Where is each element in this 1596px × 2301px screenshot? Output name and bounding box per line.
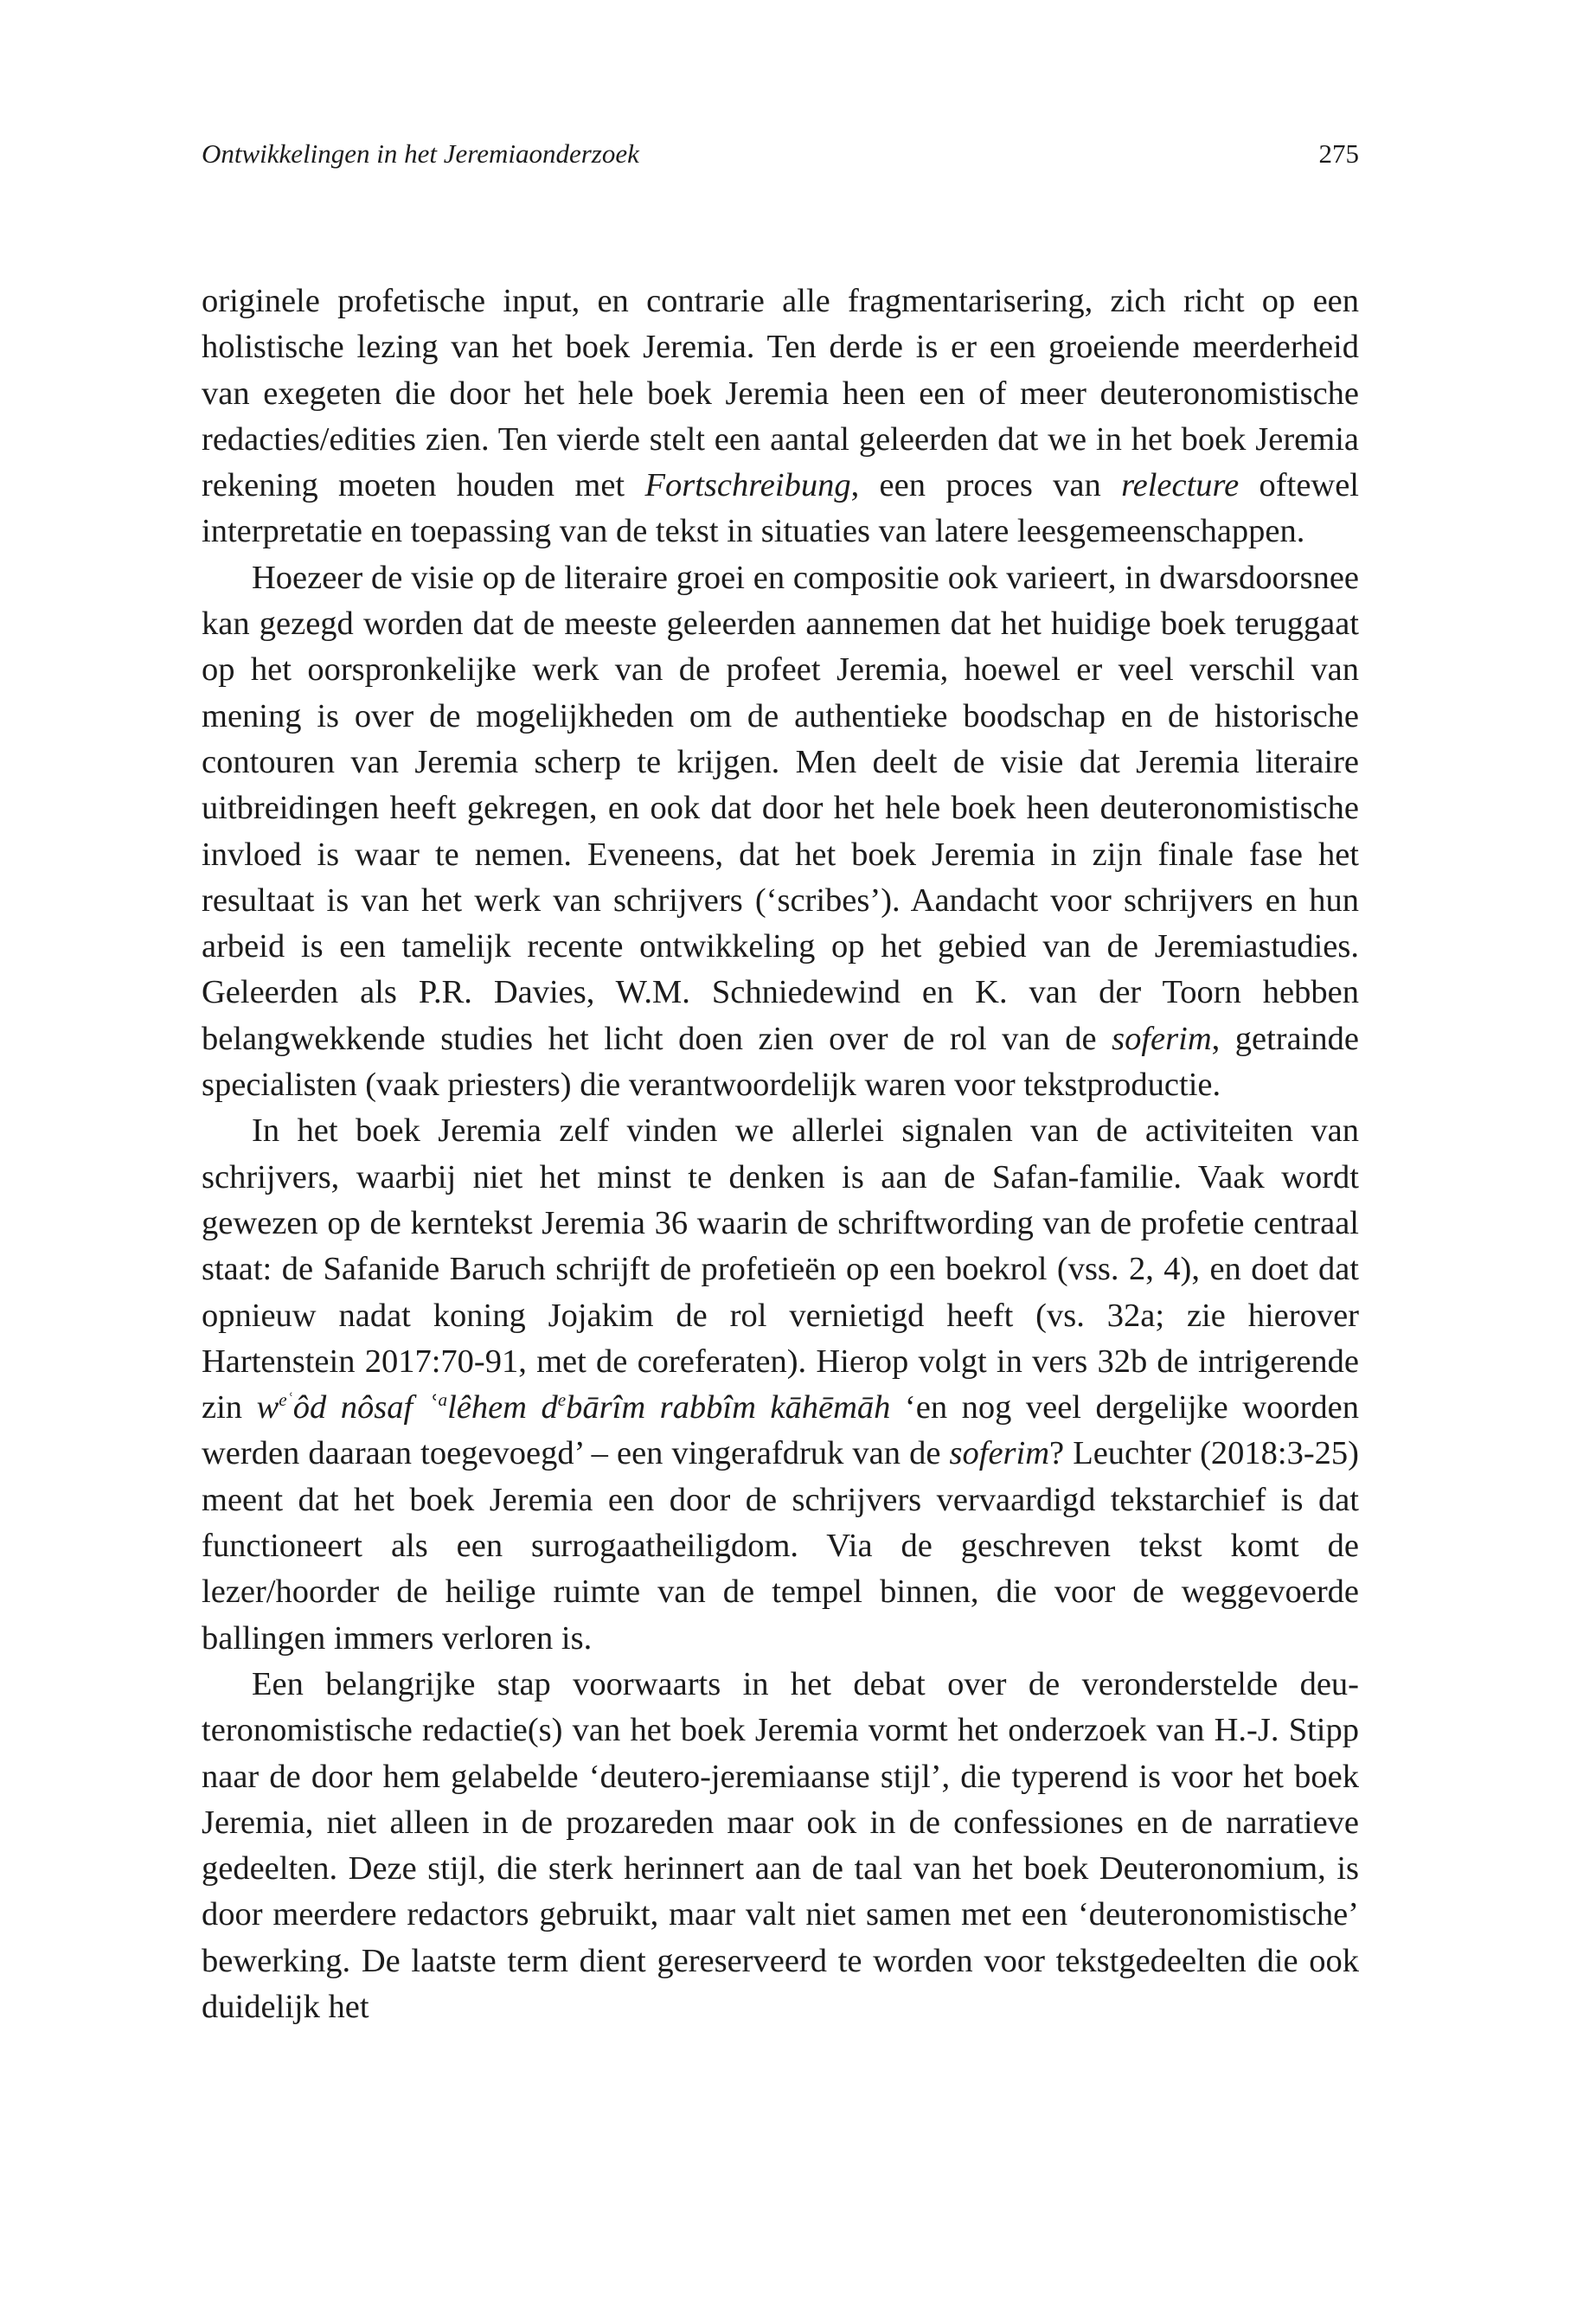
text-run: , getrainde specialisten (vaak priesters) die verantwoordelijk waren voor tekstproductie. [202,1020,1359,1104]
text-run: In het boek Jeremia zelf vinden we allerlei signalen van de activiteiten van schrijvers, waarbij niet het minst te denken is aan de Safan-familie. Vaak wordt gewezen op de kerntekst Jeremia 36 waarin de schriftwording van de profetie centraal staat: de Safanide Baruch schrijft de profetieën op een boekrol (vss. 2, 4), en doet dat opnieuw nadat koning Jojakim de rol vernietigd heeft (vs. 32a; zie hierover Hartenstein 2017:70-91, met de coreferaten). Hierop volgt in vers 32b de intrigerende zin [202,1112,1359,1426]
running-title: Ontwikkelingen in het Jeremiaonderzoek [202,138,639,169]
book-page [202,0,1359,2301]
text-run: Hoezeer de visie op de literaire groei en compositie ook varieert, in dwarsdoorsnee kan gezegd worden dat de meeste geleerden aannemen dat het huidige boek teruggaat op het oorspronkelijke werk van de profeet Jeremia, hoewel er veel verschil van mening is over de mogelijkheden om de authentieke boodschap en de historische contouren van Jeremia scherp te krijgen. Men deelt de visie dat Jeremia literaire uitbreidingen heeft gekregen, en ook dat door het hele boek heen deuteronomistische invloed is waar te nemen. Eveneens, dat het boek Jeremia in zijn finale fase het resultaat is van het werk van schrijvers (‘scribes’). Aandacht voor schrijvers en hun arbeid is een tamelijk recente ontwikkeling op het gebied van de Jeremiastudies. Geleerden als P.R. Davies, W.M. Schniedewind en K. van der Toorn hebben belangwekkende studies het licht doen zien over de rol van de [202,559,1359,1057]
text-run: originele profetische input, en contrarie alle fragmentarisering, zich richt op een holistische lezing van het boek Jeremia. Ten derde is er een groeiende meerderheid van exegeten die door het hele boek Jeremia heen een of meer deuteronomistische redacties/edities zien. Ten vierde stelt een aantal geleerden dat we in het boek Jeremia rekening moeten houden met [202,283,1359,504]
italic-text: w [256,1389,279,1426]
superscript-letter: a [438,1389,448,1411]
text-run: ‘en nog veel dergelijke woorden werden daaraan toegevoegd’ – een vingerafdruk van de [202,1389,1359,1472]
italic-text: bārîm rabbîm kāhēmāh [566,1389,891,1426]
text-run: oftewel interpretatie en toepassing van de tekst in situaties van latere leesgemeenschappen. [202,467,1359,550]
paragraph-2 [202,555,1359,1109]
italic-text: lêhem d [447,1389,558,1426]
paragraph-1 [202,279,1359,555]
superscript-letter: e [557,1389,567,1411]
superscript-letter: eʿ [279,1389,293,1411]
running-header [202,138,1359,176]
italic-text: Fortschreibung [644,467,851,504]
italic-text: relecture [1121,467,1240,504]
text-run: ? Leuchter (2018:3-25) meent dat het boek Jeremia een door de schrijvers vervaardigd tekstarchief is dat functioneert als een surrogaatheiligdom. Via de geschreven tekst komt de lezer/hoorder de heilige ruimte van de tempel binnen, die voor de weggevoerde ballingen immers verloren is. [202,1435,1359,1657]
italic-text: soferim [1112,1020,1212,1057]
text-run: Een belangrijke stap voorwaarts in het debat over de veronderstelde deuteronomistische redactie(s) van het boek Jeremia vormt het onderzoek van H.-J. Stipp naar de door hem gelabelde ‘deutero-jeremiaanse stijl’, die typerend is voor het boek Jeremia, niet alleen in de prozareden maar ook in de confessiones en de narratieve gedeelten. Deze stijl, die sterk herinnert aan de taal van het boek Deuteronomium, is door meerdere redactors gebruikt, maar valt niet samen met een ‘deuteronomistische’ bewerking. De laatste term dient gereserveerd te worden voor tekstgedeelten die ook duidelijk het [202,1665,1359,2025]
paragraph-3 [202,1108,1359,1662]
italic-text: ôd nôsaf ʿ [292,1389,439,1426]
body-text [202,279,1359,2030]
italic-text: soferim [949,1435,1050,1472]
text-run: , een proces van [850,467,1122,504]
page-number: 275 [1318,138,1359,169]
paragraph-4 [202,1662,1359,2030]
